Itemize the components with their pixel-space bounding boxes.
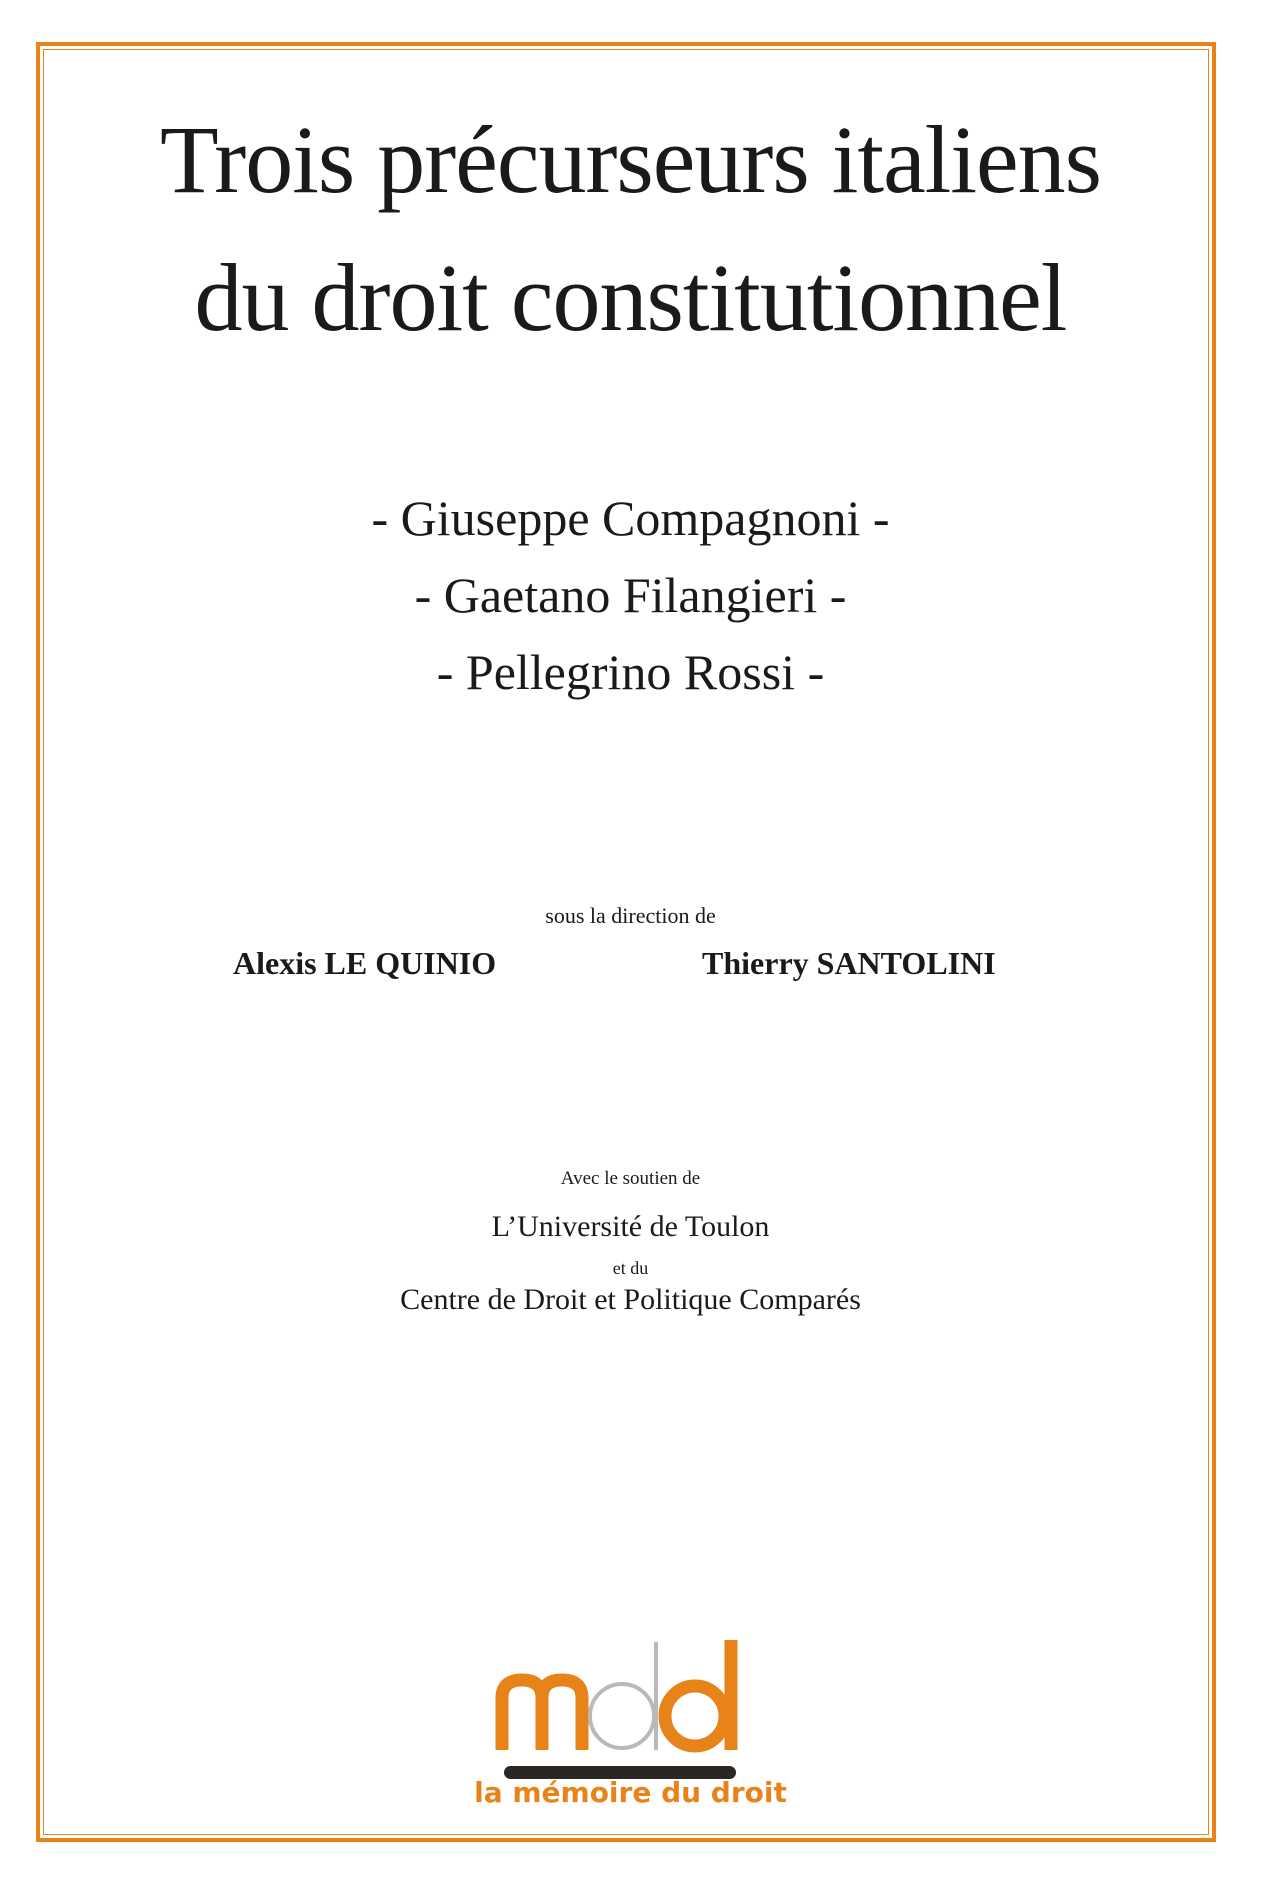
logo-letter-m	[502, 1680, 582, 1750]
subject-name-2: - Gaetano Filangieri -	[414, 567, 847, 623]
subject-name-3: - Pellegrino Rossi -	[436, 644, 825, 700]
editor-name-1: Alexis LE QUINIO	[233, 945, 497, 981]
support-institution-1: L’Université de Toulon	[491, 1210, 770, 1243]
logo-letter-d-bold	[665, 1640, 731, 1750]
support-institution-2: Centre de Droit et Politique Comparés	[400, 1283, 861, 1316]
publisher-tagline: la mémoire du droit	[474, 1776, 787, 1809]
logo-letter-d-light	[590, 1642, 656, 1750]
support-label: Avec le soutien de	[560, 1168, 701, 1189]
direction-label: sous la direction de	[545, 903, 716, 928]
editor-name-2: Thierry SANTOLINI	[702, 945, 996, 981]
subject-name-1: - Giuseppe Compagnoni -	[371, 490, 890, 546]
support-conjunction: et du	[612, 1258, 649, 1278]
book-title-line-1: Trois précurseurs italiens	[160, 106, 1101, 213]
book-title-line-2: du droit constitutionnel	[194, 244, 1067, 351]
